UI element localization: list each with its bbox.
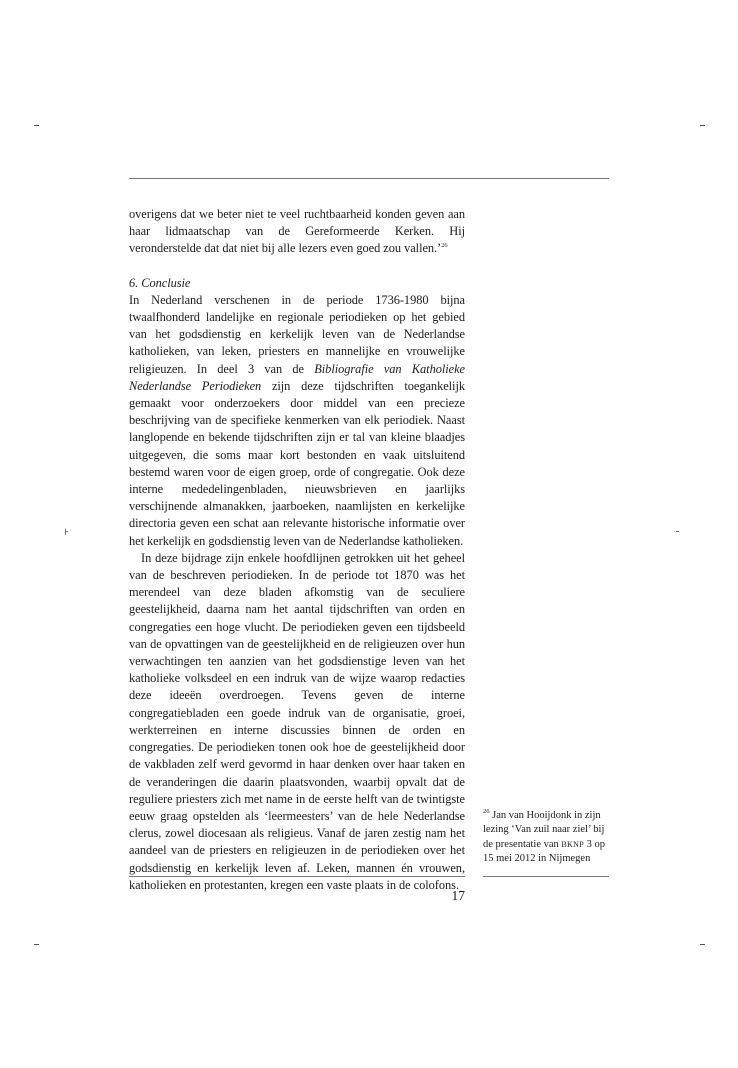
intro-paragraph [129,206,465,258]
p1-text-after: zijn deze tijdschriften toegankelijk gemaakt voor onderzoekers door middel van een precieze beschrijving van de specifieke kenmerken van elk periodiek. Naast langlopende en bekende tijdschriften zijn er tal van kleine blaadjes uitgegeven, die soms maar kort bestonden en vaak uitsluitend bestemd waren voor de eigen groep, orde of congregatie. Ook deze interne mededelingenbladen, nieuwsbrieven en jaarlijks verschijnende almanakken, jaarboeken, naamlijsten en kerkelijke directoria geven een schat aan relevante historische informatie over het kerkelijk en godsdienstig leven van de Nederlandse katholieken. [129,378,465,548]
footer-rule-main [129,876,465,877]
conclusion-paragraph-2: In deze bijdrage zijn enkele hoofdlijnen getrokken uit het geheel van de beschreven periodieken. In de periode tot 1870 was het merendeel van deze bladen afkomstig van de seculiere geestelijkheid, daarna nam het aantal tijdschriften van orden en congregaties een hoge vlucht. De periodieken geven een tijdsbeeld van de opvattingen van de geestelijkheid en de religieuzen over hun verwachtingen ten aanzien van het godsdienstige leven van het katholieke volksdeel en een indruk van de wijze waarop redacties deze ideeën overdroegen. Tevens geven de interne congregatiebladen een goede indruk van de organisatie, groei, werkterreinen en interne discussies binnen de orden en congregaties. De periodieken tonen ook hoe de geestelijkheid door de vakbladen zelf werd gevormd in haar denken over haar taken en de veranderingen die daarin plaatsvonden, waarbij opvalt dat de reguliere priesters zich met name in de eerste helft van de twintigste eeuw graag opstelden als ‘leermeesters’ van de hele Nederlandse clerus, zowel diocesaan als religieus. Vanaf de jaren zestig nam het aandeel van de priesters en religieuzen in de periodieken over het godsdienstig en kerkelijk leven af. Leken, mannen én vrouwen, katholieken en protestanten, kregen een vaste plaats in de colofons. [129,550,465,892]
intro-text: overigens dat we beter niet te veel ruchtbaarheid konden geven aan haar lidmaatschap van de Gereformeerde Kerken. Hij veronderstelde dat dat niet bij alle lezers even goed zou vallen.’ [129,207,465,256]
main-text-column [129,206,465,894]
page-number: 17 [451,888,465,903]
conclusion-paragraph-1 [129,292,465,550]
footnote-text-after: 3 op 15 mei 2012 in Nijmegen [483,838,605,864]
crop-mark [700,944,705,945]
footnote-abbreviation: BKNP [561,839,584,849]
registration-mark: ⊦ [64,528,70,538]
footnote-reference: 26 [441,242,448,250]
footnote-text-before: Jan van Hooijdonk in zijn lezing ‘Van zuil naar ziel’ bij de presentatie van [483,810,605,850]
footnote [483,809,613,866]
footnote-number: 26 [483,808,490,815]
section-heading: 6. Conclusie [129,275,191,290]
footer-rule-margin [483,876,609,877]
p1-text-before: In Nederland verschenen in de periode 1736-1980 bijna twaalfhonderd landelijke en regionale periodieken op het gebied van het godsdienstig en kerkelijk leven van de Nederlandse katholieken, van leken, priesters en mannelijke en vrouwelijke religieuzen. In deel 3 van de [129,292,465,376]
crop-mark [700,125,705,126]
registration-mark-right [676,531,679,532]
header-rule [129,178,609,179]
bibliography-title: Bibliografie van Katholieke Nederlandse Periodieken [129,361,465,393]
crop-mark [34,125,39,126]
crop-mark [34,944,39,945]
